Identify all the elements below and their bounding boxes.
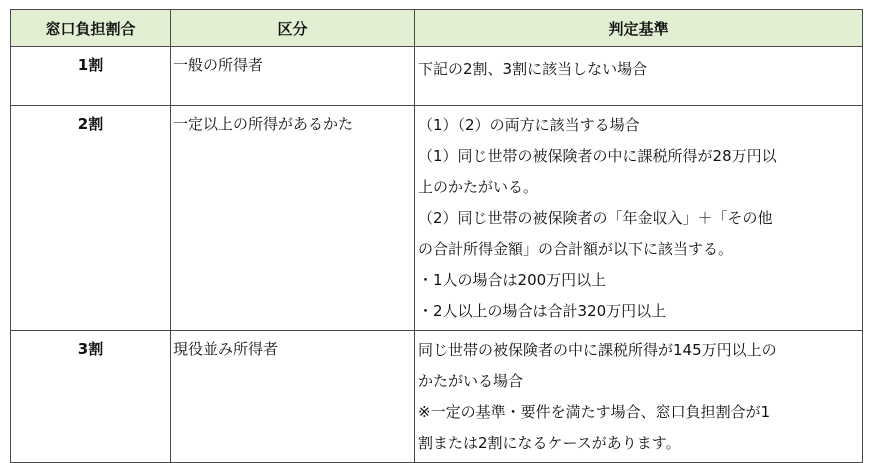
criteria-line: ※一定の基準・要件を満たす場合、窓口負担割合が1 <box>418 403 771 421</box>
ratio-cell: 2割 <box>11 106 171 331</box>
table-row-2wari <box>11 106 863 331</box>
ratio-cell: 3割 <box>11 331 171 463</box>
criteria-cell <box>415 331 863 463</box>
category-cell: 一定以上の所得があるかた <box>171 106 415 331</box>
criteria-line: かたがいる場合 <box>418 372 524 390</box>
criteria-cell <box>415 106 863 331</box>
criteria-line: （1）（2）の両方に該当する場合 <box>418 116 640 134</box>
criteria-line: の合計所得金額」の合計額が以下に該当する。 <box>418 240 734 258</box>
criteria-line: 下記の2割、3割に該当しない場合 <box>418 60 648 78</box>
ratio-cell: 1割 <box>11 47 171 106</box>
header-category: 区分 <box>171 10 415 47</box>
criteria-line: ・1人の場合は200万円以上 <box>418 271 607 289</box>
criteria-line: 割または2割になるケースがあります。 <box>418 434 681 452</box>
criteria-line: （1）同じ世帯の被保険者の中に課税所得が28万円以 <box>418 147 777 165</box>
criteria-line: （2）同じ世帯の被保険者の「年金収入」＋「その他 <box>418 209 773 227</box>
criteria-cell <box>415 47 863 106</box>
table-row-3wari <box>11 331 863 463</box>
burden-ratio-table-container <box>10 9 863 463</box>
table-header-row <box>11 10 863 47</box>
category-cell: 現役並み所得者 <box>171 331 415 463</box>
burden-ratio-table <box>10 9 863 463</box>
criteria-line: 上のかたがいる。 <box>418 178 539 196</box>
criteria-line: ・2人以上の場合は合計320万円以上 <box>418 302 667 320</box>
table-row-1wari <box>11 47 863 106</box>
category-cell: 一般の所得者 <box>171 47 415 106</box>
header-burden-ratio: 窓口負担割合 <box>11 10 171 47</box>
header-criteria: 判定基準 <box>415 10 863 47</box>
criteria-line: 同じ世帯の被保険者の中に課税所得が145万円以上の <box>418 341 777 359</box>
